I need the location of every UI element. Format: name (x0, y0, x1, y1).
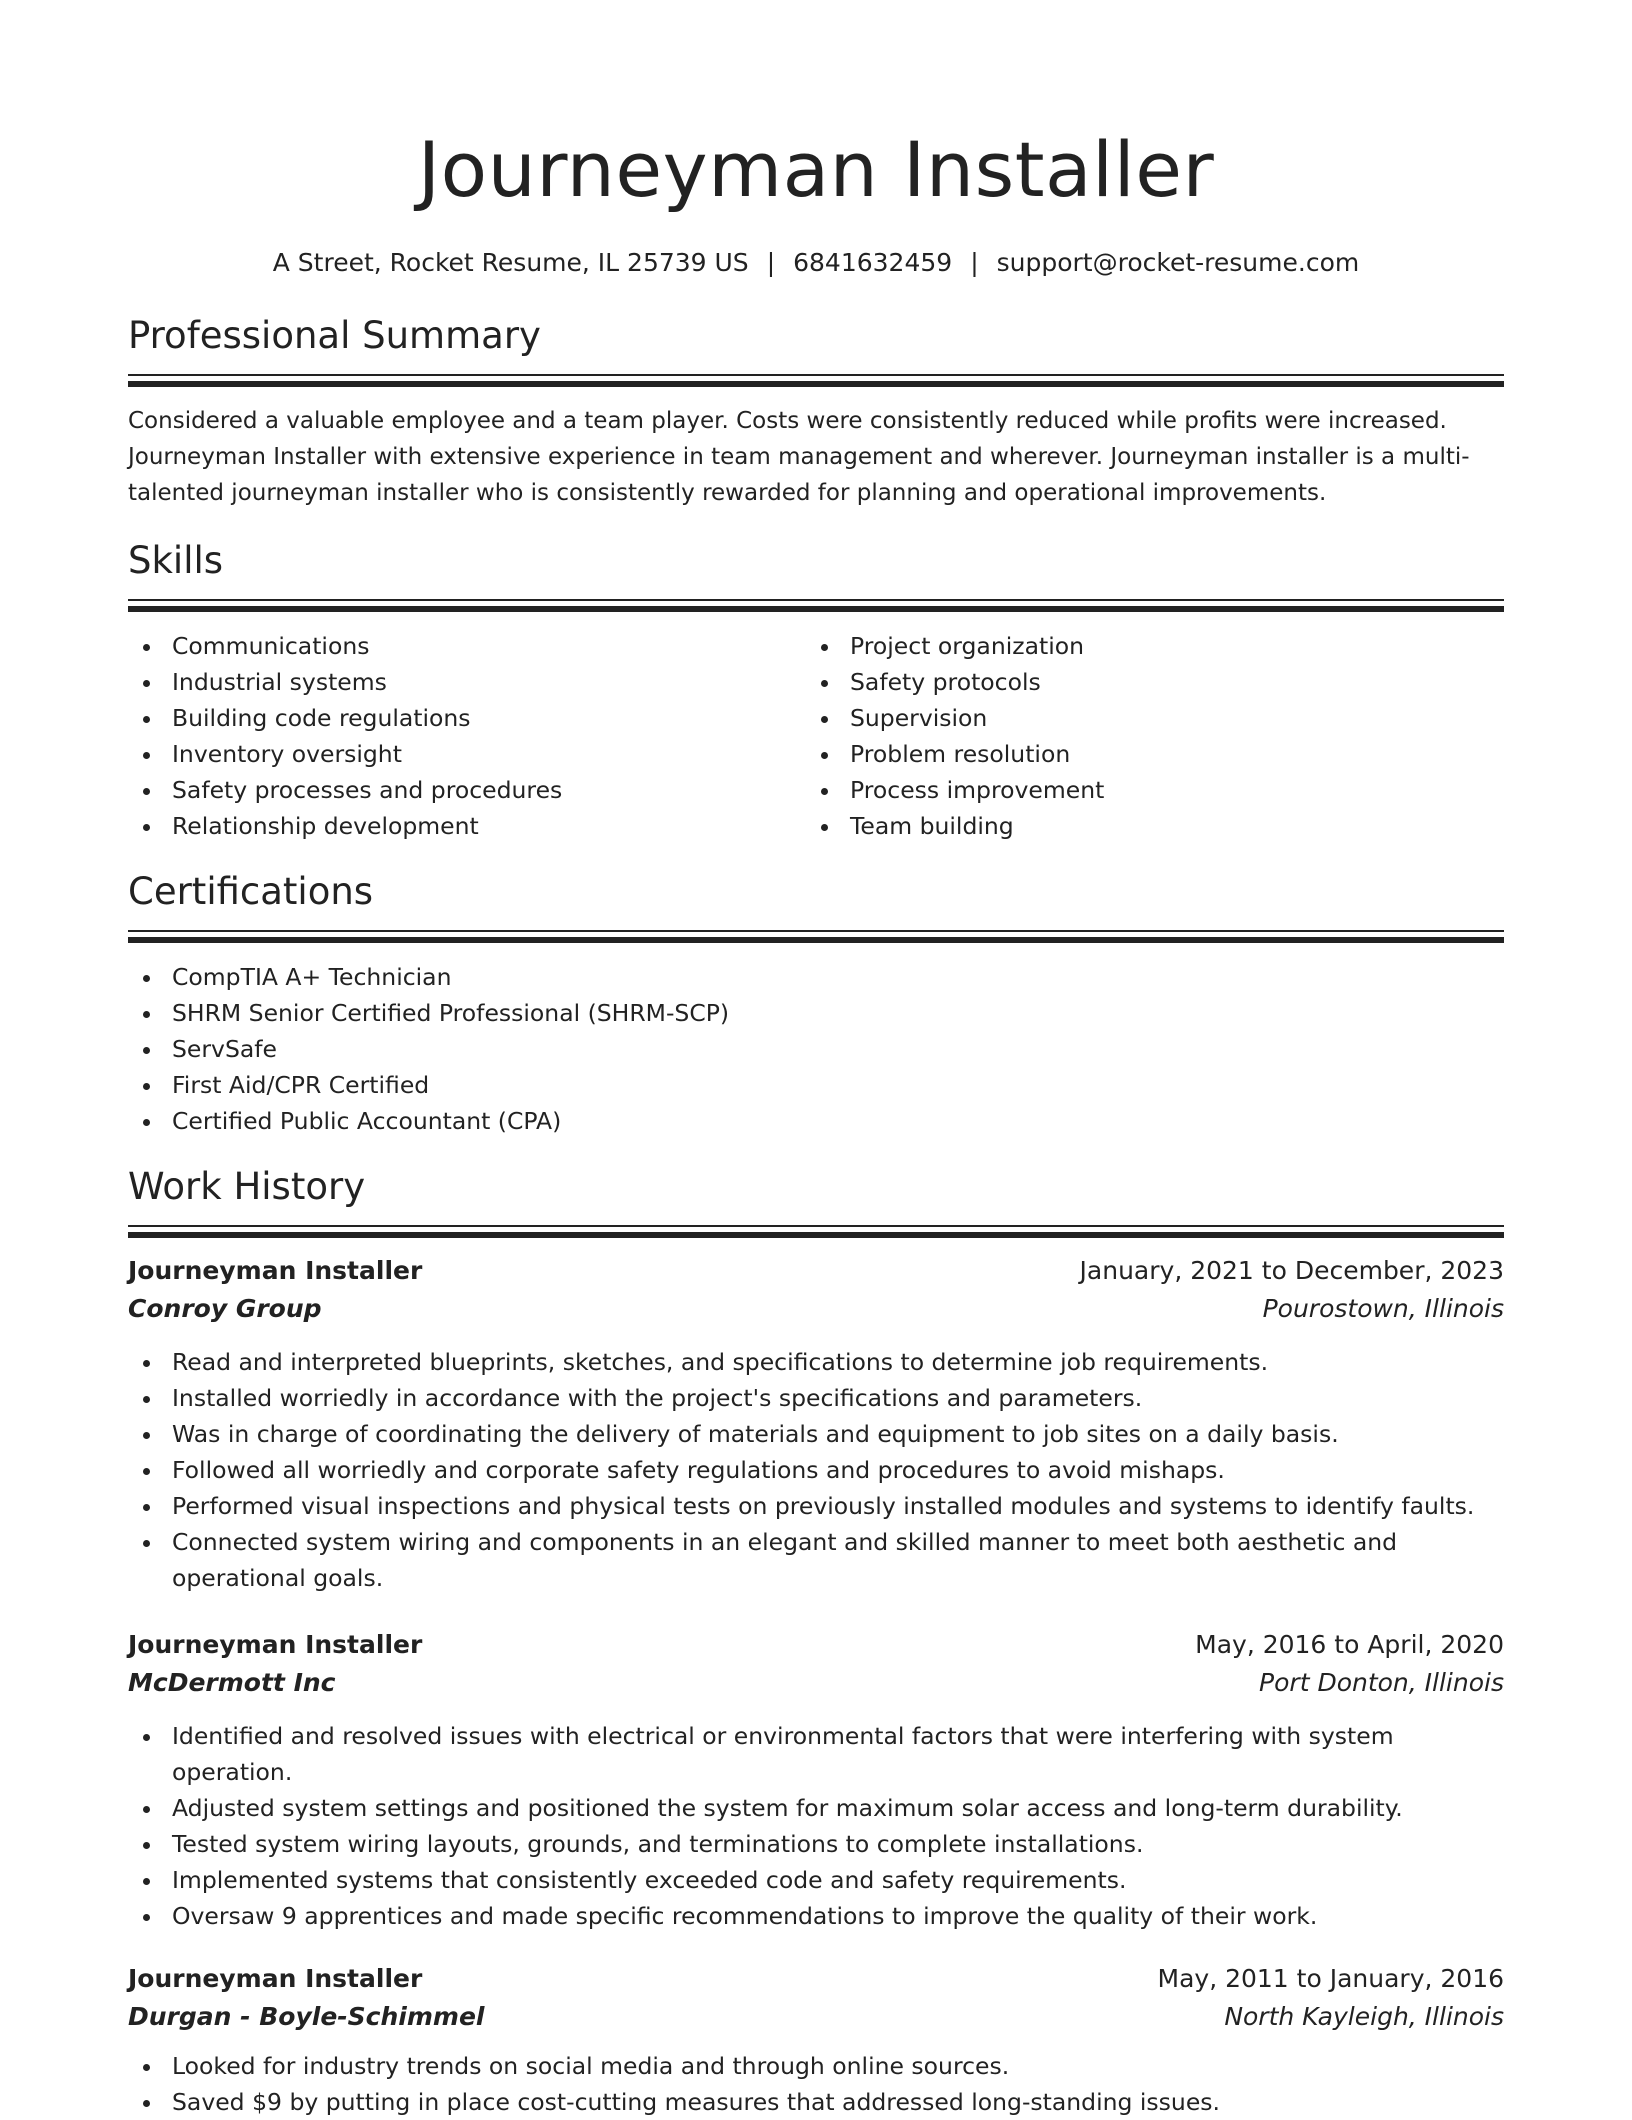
job-dates: January, 2021 to December, 2023 (1079, 1256, 1504, 1285)
list-item: Problem resolution (806, 736, 1484, 772)
job-location: Port Donton, Illinois (1259, 1668, 1504, 1697)
skills-list-right (806, 628, 1484, 844)
list-item: First Aid/CPR Certified (128, 1067, 1504, 1103)
list-item: Industrial systems (128, 664, 806, 700)
job-dates: May, 2016 to April, 2020 (1195, 1630, 1504, 1659)
work-history-section (128, 1163, 1504, 2120)
list-item: Safety protocols (806, 664, 1484, 700)
job-company: McDermott Inc (128, 1668, 336, 1697)
job-header (128, 1252, 1504, 1290)
job-entry (128, 1626, 1504, 1934)
list-item: Supervision (806, 700, 1484, 736)
job-entry (128, 1252, 1504, 1596)
resume-name: Journeyman Installer (417, 125, 1215, 214)
job-duties (128, 2048, 1504, 2120)
list-item: Oversaw 9 apprentices and made specific recommendations to improve the quality of their work. (128, 1898, 1504, 1934)
list-item: Building code regulations (128, 700, 806, 736)
job-dates: May, 2011 to January, 2016 (1157, 1964, 1504, 1993)
list-item: Relationship development (128, 808, 806, 844)
job-location: Pourostown, Illinois (1262, 1294, 1504, 1323)
certifications-heading: Certifications (128, 870, 374, 913)
summary-heading: Professional Summary (128, 314, 541, 357)
list-item: Implemented systems that consistently exceeded code and safety requirements. (128, 1862, 1504, 1898)
job-title: Journeyman Installer (128, 1964, 423, 1993)
list-item: CompTIA A+ Technician (128, 959, 1504, 995)
contact-line (128, 246, 1504, 280)
list-item: Was in charge of coordinating the delivery of materials and equipment to job sites on a daily basis. (128, 1416, 1504, 1452)
skills-columns (128, 612, 1504, 844)
summary-section (128, 312, 1504, 511)
list-item: Project organization (806, 628, 1484, 664)
skills-section (128, 537, 1504, 844)
job-subheader (128, 1664, 1504, 1702)
list-item: Installed worriedly in accordance with the project's specifications and parameters. (128, 1380, 1504, 1416)
job-location: North Kayleigh, Illinois (1224, 2002, 1504, 2031)
job-title: Journeyman Installer (128, 1630, 423, 1659)
job-header (128, 1626, 1504, 1664)
job-header (128, 1960, 1504, 1998)
list-item: Saved $9 by putting in place cost-cutting measures that addressed long-standing issues. (128, 2084, 1504, 2120)
work-history-heading: Work History (128, 1165, 366, 1208)
job-company: Conroy Group (128, 1294, 322, 1323)
section-divider (128, 599, 1504, 612)
contact-separator: | (766, 248, 776, 277)
list-item: Certified Public Accountant (CPA) (128, 1103, 1504, 1139)
list-item: Performed visual inspections and physical tests on previously installed modules and systems to identify faults. (128, 1488, 1504, 1524)
summary-text: Considered a valuable employee and a team player. Costs were consistently reduced while profits were increased. Journeyman Installer with extensive experience in team management and wherever. Journeyman installer is a multi-talented journeyman installer who is consistently rewarded for planning and operational improvements. (128, 408, 1470, 506)
list-item: Looked for industry trends on social media and through online sources. (128, 2048, 1504, 2084)
list-item: Identified and resolved issues with electrical or environmental factors that were interfering with system operation. (128, 1718, 1504, 1790)
list-item: Team building (806, 808, 1484, 844)
section-divider (128, 930, 1504, 943)
list-item: ServSafe (128, 1031, 1504, 1067)
skills-list-left (128, 628, 806, 844)
job-subheader (128, 1290, 1504, 1328)
list-item: SHRM Senior Certified Professional (SHRM-SCP) (128, 995, 1504, 1031)
certifications-list (128, 959, 1504, 1139)
job-subheader (128, 1998, 1504, 2036)
list-item: Communications (128, 628, 806, 664)
contact-phone: 6841632459 (793, 248, 953, 277)
list-item: Connected system wiring and components in an elegant and skilled manner to meet both aesthetic and operational goals. (128, 1524, 1504, 1596)
list-item: Safety processes and procedures (128, 772, 806, 808)
job-duties (128, 1718, 1504, 1934)
section-divider (128, 374, 1504, 387)
list-item: Inventory oversight (128, 736, 806, 772)
list-item: Read and interpreted blueprints, sketches, and specifications to determine job requirements. (128, 1344, 1504, 1380)
list-item: Process improvement (806, 772, 1484, 808)
list-item: Tested system wiring layouts, grounds, and terminations to complete installations. (128, 1826, 1504, 1862)
contact-separator: | (970, 248, 979, 277)
contact-email[interactable]: support@rocket-resume.com (996, 248, 1360, 277)
job-title: Journeyman Installer (128, 1256, 423, 1285)
list-item: Followed all worriedly and corporate safety regulations and procedures to avoid mishaps. (128, 1452, 1504, 1488)
list-item: Adjusted system settings and positioned the system for maximum solar access and long-term durability. (128, 1790, 1504, 1826)
certifications-section (128, 868, 1504, 1139)
skills-heading: Skills (128, 539, 224, 582)
contact-address: A Street, Rocket Resume, IL 25739 US (272, 248, 749, 277)
job-entry (128, 1960, 1504, 2120)
section-divider (128, 1225, 1504, 1238)
job-company: Durgan - Boyle-Schimmel (128, 2002, 485, 2031)
job-duties (128, 1344, 1504, 1596)
